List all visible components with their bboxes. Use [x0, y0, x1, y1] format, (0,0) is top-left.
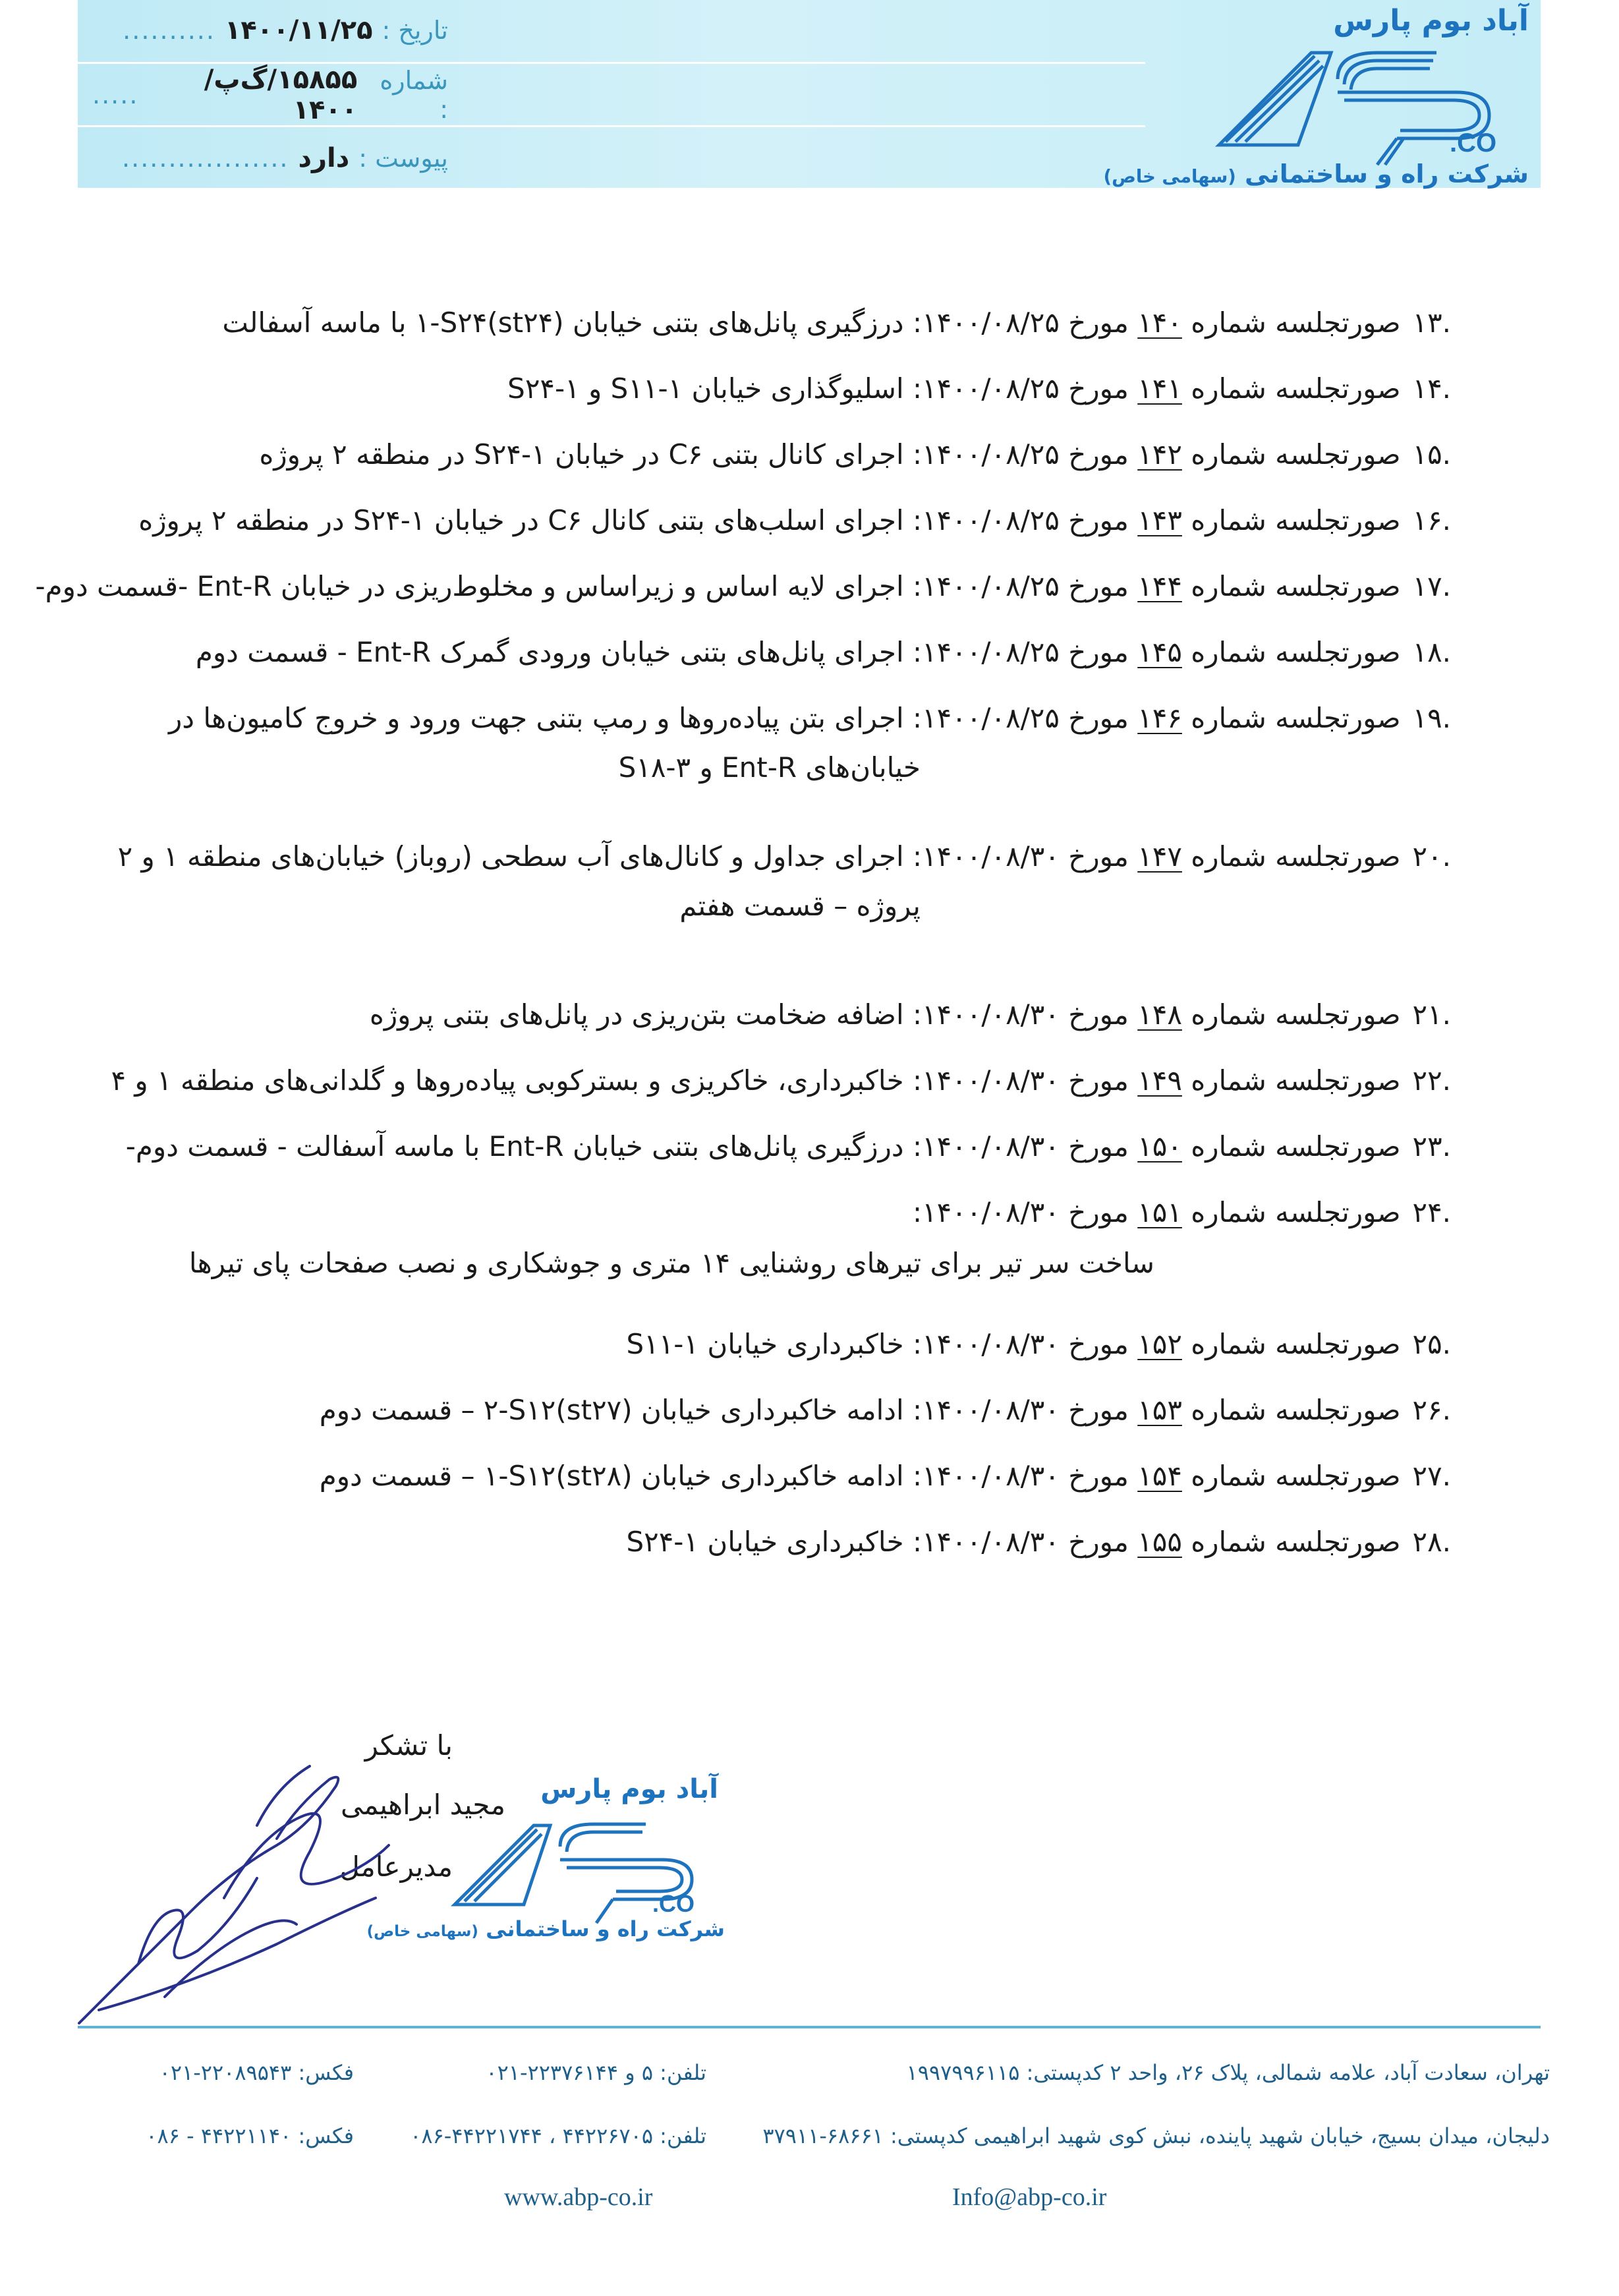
item-text: مورخ ۱۴۰۰/۰۸/۲۵: اجرای لایه اساس و زیراساس و مخلوط‌ریزی در خیابان Ent-R -قسمت دوم-	[35, 570, 1129, 602]
item-text: مورخ ۱۴۰۰/۰۸/۲۵: اجرای کانال بتنی C۶ در خیابان ۱-S۲۴ در منطقه ۲ پروژه	[259, 438, 1129, 471]
item-number: .۲۱	[1412, 998, 1451, 1031]
item-number: .۱۶	[1412, 504, 1451, 536]
list-item	[34, 422, 1451, 488]
item-text: مورخ ۱۴۰۰/۰۸/۲۵: اسلیوگذاری خیابان ۱-S۱۱ و ۱-S۲۴	[507, 372, 1129, 405]
logo-company-type: (سهامی خاص)	[366, 1923, 478, 1940]
logo-company	[367, 1916, 725, 1941]
item-text: مورخ ۱۴۰۰/۰۸/۲۵: درزگیری پانل‌های بتنی خیابان (st۲۴)۱-S۲۴ با ماسه آسفالت	[222, 306, 1129, 339]
item-number: .۱۹	[1412, 702, 1451, 734]
minutes-number: ۱۵۱	[1137, 1196, 1182, 1228]
email-link[interactable]: Info@abp-co.ir	[952, 2183, 1107, 2211]
item-prefix: صورتجلسه شماره	[1191, 1394, 1401, 1426]
minutes-number: ۱۴۱	[1137, 372, 1182, 405]
item-prefix: صورتجلسه شماره	[1191, 438, 1401, 471]
item-number: .۲۶	[1412, 1394, 1451, 1426]
handwritten-signature	[59, 1746, 428, 2036]
item-prefix: صورتجلسه شماره	[1191, 636, 1401, 668]
item-prefix: صورتجلسه شماره	[1191, 504, 1401, 536]
item-number: .۱۵	[1412, 438, 1451, 471]
footer-divider	[78, 2026, 1541, 2028]
minutes-number: ۱۴۸	[1137, 998, 1182, 1031]
item-prefix: صورتجلسه شماره	[1191, 1328, 1401, 1360]
item-number: .۱۳	[1412, 306, 1451, 339]
logo-company-name: شرکت راه و ساختمانی	[486, 1916, 725, 1941]
item-prefix: صورتجلسه شماره	[1191, 570, 1401, 602]
logo-title: آباد بوم پارس	[540, 1774, 718, 1804]
date-label: تاریخ :	[382, 16, 448, 45]
list-item	[34, 685, 1451, 751]
item-prefix: صورتجلسه شماره	[1191, 702, 1401, 734]
date-value: ۱۴۰۰/۱۱/۲۵	[224, 15, 373, 45]
item-number: .۲۷	[1412, 1460, 1451, 1492]
list-item	[34, 982, 1451, 1048]
item-text: مورخ ۱۴۰۰/۰۸/۳۰: خاکبرداری خیابان ۱-S۱۱	[626, 1328, 1129, 1360]
item-text: مورخ ۱۴۰۰/۰۸/۳۰:	[912, 1196, 1129, 1228]
item-prefix: صورتجلسه شماره	[1191, 1064, 1401, 1097]
logo-company-name: شرکت راه و ساختمانی	[1245, 159, 1529, 188]
website-link[interactable]: www.abp-co.ir	[504, 2183, 653, 2211]
logo-company-type: (سهامی خاص)	[1103, 167, 1236, 187]
closing-text: با تشکر	[364, 1729, 453, 1762]
item-prefix: صورتجلسه شماره	[1191, 1526, 1401, 1558]
delijan-fax: فکس: ۴۴۲۲۱۱۴۰ - ۰۸۶	[146, 2123, 354, 2148]
list-item	[34, 488, 1451, 554]
delijan-address: دلیجان، میدان بسیج، خیابان شهید پاینده، نبش کوی شهید ابراهیمی کدپستی: ۶۸۶۶۱-۳۷۹۱۱	[762, 2123, 1550, 2148]
minutes-number: ۱۵۰	[1137, 1130, 1182, 1162]
tehran-phone: تلفن: ۵ و ۲۲۳۷۶۱۴۴-۰۲۱	[486, 2060, 706, 2085]
signer-title: مدیرعامل	[339, 1851, 453, 1883]
item-prefix: صورتجلسه شماره	[1191, 840, 1401, 873]
attachment-label: پیوست :	[358, 144, 448, 173]
item-prefix: صورتجلسه شماره	[1191, 372, 1401, 405]
list-item	[34, 1509, 1451, 1575]
list-item	[34, 1377, 1451, 1443]
item-continuation: پروژه – قسمت هفتم	[679, 890, 921, 922]
item-number: .۲۴	[1412, 1196, 1451, 1228]
list-item	[34, 554, 1451, 619]
item-prefix: صورتجلسه شماره	[1191, 998, 1401, 1031]
item-number: .۲۳	[1412, 1130, 1451, 1162]
item-continuation: ساخت سر تیر برای تیرهای روشنایی ۱۴ متری و جوشکاری و نصب صفحات پای تیرها	[188, 1247, 1154, 1279]
number-value: ۱۵۸۵۵/گ‌پ/۱۴۰۰	[204, 65, 358, 125]
number-label: شماره :	[380, 66, 448, 124]
attachment-value: دارد	[298, 143, 350, 173]
item-number: .۲۰	[1412, 840, 1451, 873]
item-text: مورخ ۱۴۰۰/۰۸/۳۰: اضافه ضخامت بتن‌ریزی در پانل‌های بتنی پروژه	[369, 998, 1129, 1031]
item-text: مورخ ۱۴۰۰/۰۸/۳۰: ادامه خاکبرداری خیابان (st۲۸)۱-S۱۲ – قسمت دوم	[319, 1460, 1129, 1492]
item-prefix: صورتجلسه شماره	[1191, 1196, 1401, 1228]
item-continuation: خیابان‌های Ent-R و ۳-S۱۸	[618, 751, 921, 784]
item-number: .۱۸	[1412, 636, 1451, 668]
delijan-phone: تلفن: ۴۴۲۲۶۷۰۵ ، ۴۴۲۲۱۷۴۴-۰۸۶	[410, 2123, 706, 2148]
item-number: .۲۸	[1412, 1526, 1451, 1558]
minutes-number: ۱۴۶	[1137, 702, 1182, 734]
tehran-fax: فکس: ۲۲۰۸۹۵۴۳-۰۲۱	[159, 2060, 354, 2085]
item-number: .۱۴	[1412, 372, 1451, 405]
item-text: مورخ ۱۴۰۰/۰۸/۳۰: ادامه خاکبرداری خیابان (st۲۷)۲-S۱۲ – قسمت دوم	[319, 1394, 1129, 1426]
list-item	[34, 1443, 1451, 1509]
dotted-leader: .....	[92, 80, 139, 109]
logo-title: آباد بوم پارس	[1333, 4, 1529, 38]
minutes-number: ۱۴۷	[1137, 840, 1182, 873]
dotted-leader: ..................	[122, 144, 289, 173]
list-item	[34, 619, 1451, 685]
item-text: مورخ ۱۴۰۰/۰۸/۳۰: درزگیری پانل‌های بتنی خیابان Ent-R با ماسه آسفالت - قسمت دوم-	[125, 1130, 1129, 1162]
logo-co: CO.	[652, 1890, 695, 1917]
item-number: .۲۲	[1412, 1064, 1451, 1097]
item-prefix: صورتجلسه شماره	[1191, 1460, 1401, 1492]
list-item	[34, 290, 1451, 356]
item-number: .۲۵	[1412, 1328, 1451, 1360]
item-prefix: صورتجلسه شماره	[1191, 1130, 1401, 1162]
minutes-number: ۱۴۳	[1137, 504, 1182, 536]
item-text: مورخ ۱۴۰۰/۰۸/۲۵: اجرای بتن پیاده‌روها و رمپ بتنی جهت ورود و خروج کامیون‌ها در	[168, 702, 1129, 734]
list-item	[34, 1180, 1451, 1246]
list-item	[34, 1311, 1451, 1377]
minutes-number: ۱۵۲	[1137, 1328, 1182, 1360]
minutes-number: ۱۴۲	[1137, 438, 1182, 471]
minutes-number: ۱۵۵	[1137, 1526, 1182, 1558]
tehran-address: تهران، سعادت آباد، علامه شمالی، پلاک ۲۶، واحد ۲ کدپستی: ۱۹۹۷۹۹۶۱۱۵	[906, 2060, 1550, 2085]
item-text: مورخ ۱۴۰۰/۰۸/۲۵: اجرای پانل‌های بتنی خیابان ورودی گمرک Ent-R - قسمت دوم	[195, 636, 1129, 668]
item-text: مورخ ۱۴۰۰/۰۸/۳۰: خاکبرداری، خاکریزی و بسترکوبی پیاده‌روها و گلدانی‌های منطقه ۱ و ۴	[111, 1064, 1129, 1097]
item-text: مورخ ۱۴۰۰/۰۸/۳۰: خاکبرداری خیابان ۱-S۲۴	[626, 1526, 1129, 1558]
list-item	[34, 824, 1451, 890]
logo-co: CO.	[1450, 129, 1497, 158]
minutes-number: ۱۴۴	[1137, 570, 1182, 602]
list-item	[34, 1048, 1451, 1114]
dotted-leader: ..........	[123, 16, 215, 45]
item-number: .۱۷	[1412, 570, 1451, 602]
minutes-number: ۱۴۵	[1137, 636, 1182, 668]
list-item	[34, 1114, 1451, 1180]
minutes-number: ۱۴۹	[1137, 1064, 1182, 1097]
signer-name: مجید ابراهیمی	[341, 1789, 505, 1821]
minutes-number: ۱۵۴	[1137, 1460, 1182, 1492]
item-text: مورخ ۱۴۰۰/۰۸/۳۰: اجرای جداول و کانال‌های آب سطحی (روباز) خیابان‌های منطقه ۱ و ۲	[117, 840, 1129, 873]
list-item	[34, 356, 1451, 422]
item-prefix: صورتجلسه شماره	[1191, 306, 1401, 339]
minutes-number: ۱۴۰	[1137, 306, 1182, 339]
item-text: مورخ ۱۴۰۰/۰۸/۲۵: اجرای اسلب‌های بتنی کانال C۶ در خیابان ۱-S۲۴ در منطقه ۲ پروژه	[138, 504, 1129, 536]
minutes-number: ۱۵۳	[1137, 1394, 1182, 1426]
